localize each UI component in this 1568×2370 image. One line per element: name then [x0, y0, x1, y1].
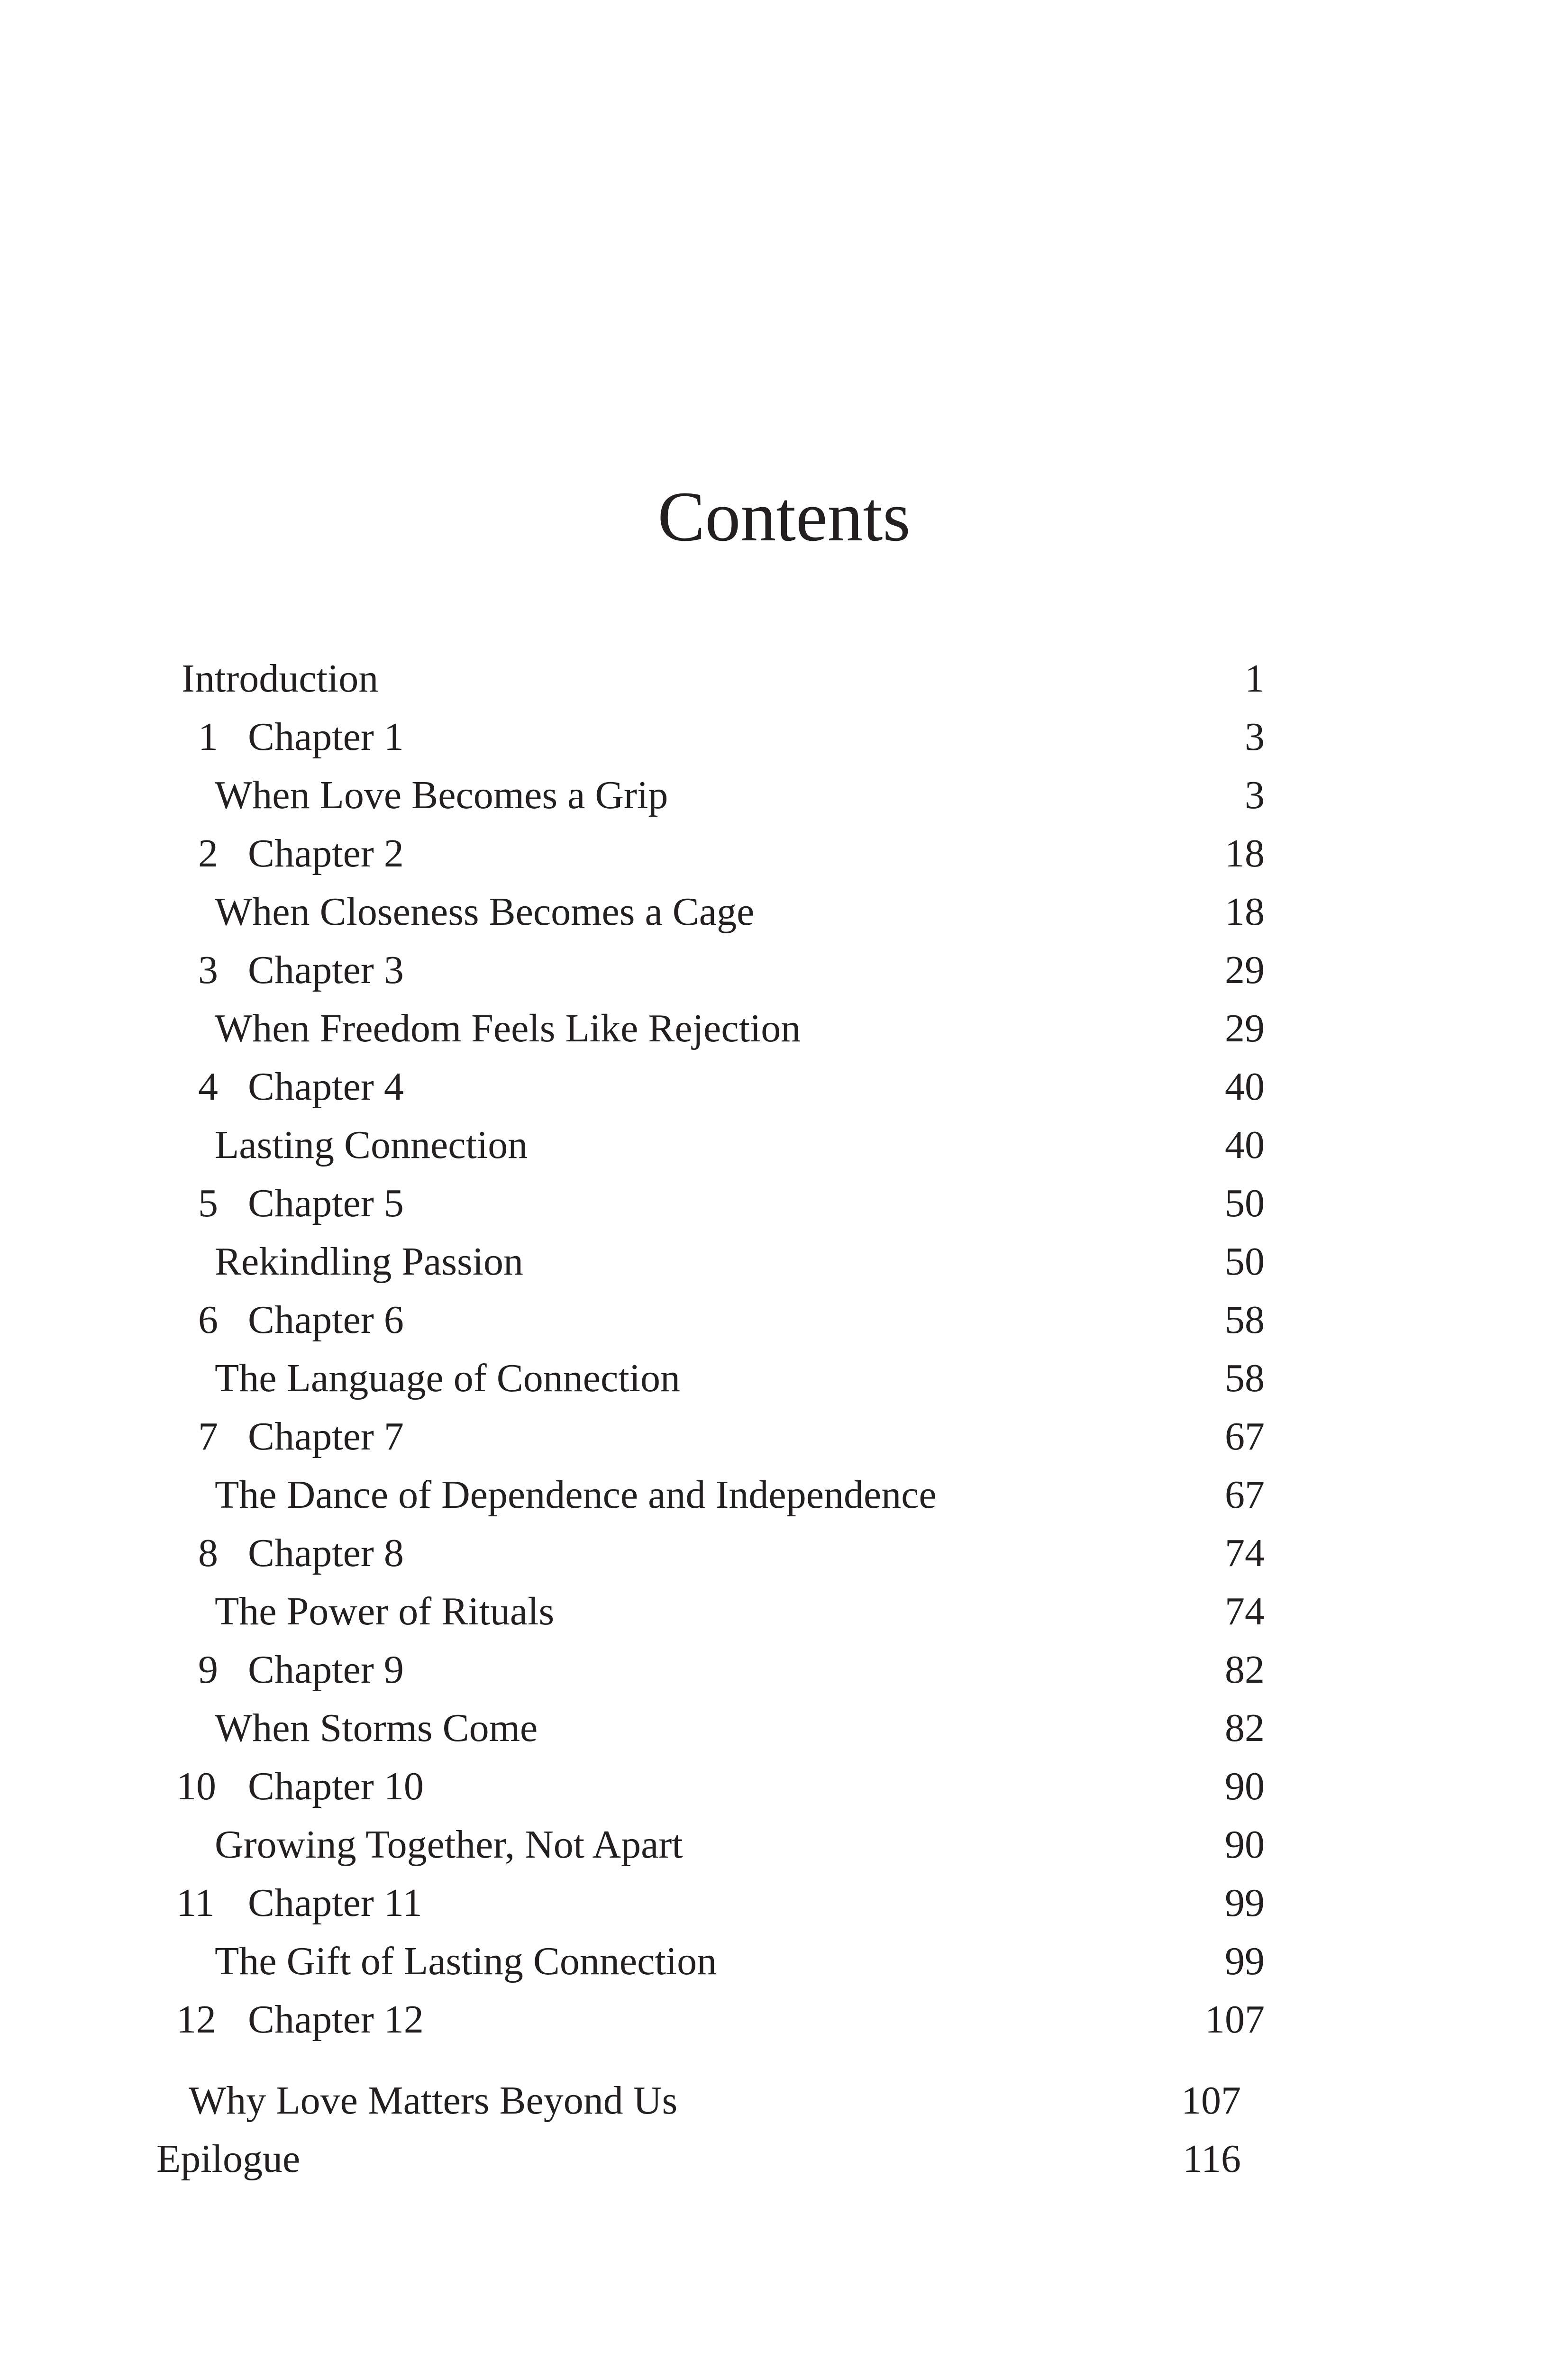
- toc-entry-page: 1: [1245, 656, 1265, 701]
- toc-entry-label: Chapter 10: [248, 1764, 424, 1808]
- toc-entry-chapter-9-title[interactable]: [0, 1699, 1568, 1758]
- toc-entry-number: 2: [198, 831, 218, 875]
- toc-entry-label: Chapter 5: [248, 1181, 404, 1225]
- toc-entry-label: The Power of Rituals: [215, 1589, 555, 1633]
- toc-entry-number: 8: [198, 1531, 218, 1575]
- toc-entry-page: 99: [1225, 1881, 1265, 1925]
- toc-entry-label: Chapter 1: [248, 715, 404, 759]
- toc-entry-label: Chapter 4: [248, 1065, 404, 1109]
- toc-entry-chapter-9[interactable]: [0, 1641, 1568, 1699]
- toc-entry-chapter-7-title[interactable]: [0, 1466, 1568, 1524]
- table-of-contents: [0, 649, 1568, 2261]
- toc-entry-introduction[interactable]: [0, 649, 1568, 708]
- toc-entry-chapter-11[interactable]: [0, 1874, 1568, 1932]
- toc-entry-page: 3: [1245, 715, 1265, 759]
- toc-entry-page: 50: [1225, 1181, 1265, 1225]
- toc-entry-number: 3: [198, 948, 218, 992]
- toc-entry-label: Lasting Connection: [215, 1123, 528, 1167]
- toc-entry-number: 12: [176, 1997, 216, 2042]
- toc-entry-chapter-6-title[interactable]: [0, 1349, 1568, 1408]
- toc-entry-page: 3: [1245, 773, 1265, 817]
- toc-entry-epilogue[interactable]: [0, 2130, 1568, 2188]
- toc-entry-chapter-2[interactable]: [0, 824, 1568, 883]
- toc-entry-chapter-8-title[interactable]: [0, 1582, 1568, 1641]
- toc-entry-page: 40: [1225, 1065, 1265, 1109]
- toc-entry-chapter-1[interactable]: [0, 708, 1568, 766]
- toc-entry-label: Chapter 7: [248, 1414, 404, 1458]
- toc-entry-label: Introduction: [182, 656, 379, 701]
- toc-entry-number: 11: [176, 1881, 215, 1925]
- toc-entry-number: 5: [198, 1181, 218, 1225]
- toc-entry-page: 58: [1225, 1298, 1265, 1342]
- toc-entry-chapter-12[interactable]: [0, 1990, 1568, 2049]
- toc-entry-chapter-4[interactable]: [0, 1057, 1568, 1116]
- toc-entry-label: The Language of Connection: [215, 1356, 680, 1400]
- toc-entry-page: 18: [1225, 831, 1265, 875]
- toc-entry-label: The Gift of Lasting Connection: [215, 1939, 717, 1983]
- toc-entry-page: 67: [1225, 1414, 1265, 1458]
- toc-entry-chapter-4-title[interactable]: [0, 1116, 1568, 1175]
- toc-entry-chapter-2-title[interactable]: [0, 883, 1568, 941]
- toc-entry-label: Chapter 9: [248, 1648, 404, 1692]
- toc-entry-page: 82: [1225, 1706, 1265, 1750]
- toc-entry-chapter-11-title[interactable]: [0, 1932, 1568, 1991]
- toc-entry-page: 116: [1183, 2137, 1241, 2181]
- toc-entry-label: Chapter 3: [248, 948, 404, 992]
- toc-entry-chapter-3-title[interactable]: [0, 999, 1568, 1058]
- toc-entry-label: Chapter 8: [248, 1531, 404, 1575]
- toc-entry-page: 58: [1225, 1356, 1265, 1400]
- toc-entry-page: 40: [1225, 1123, 1265, 1167]
- page-title: Contents: [657, 477, 911, 556]
- toc-entry-number: 1: [198, 715, 218, 759]
- toc-entry-chapter-7[interactable]: [0, 1407, 1568, 1466]
- toc-entry-chapter-1-title[interactable]: [0, 766, 1568, 825]
- toc-entry-page: 90: [1225, 1764, 1265, 1808]
- toc-entry-label: Growing Together, Not Apart: [215, 1823, 683, 1867]
- toc-entry-number: 6: [198, 1298, 218, 1342]
- toc-entry-page: 50: [1225, 1240, 1265, 1284]
- toc-entry-label: Why Love Matters Beyond Us: [189, 2078, 678, 2123]
- toc-entry-page: 90: [1225, 1823, 1265, 1867]
- toc-entry-page: 107: [1205, 1997, 1265, 2042]
- toc-entry-page: 29: [1225, 1006, 1265, 1050]
- toc-entry-page: 18: [1225, 890, 1265, 934]
- toc-entry-label: When Closeness Becomes a Cage: [215, 890, 755, 934]
- toc-entry-chapter-12-title[interactable]: [0, 2071, 1568, 2130]
- toc-entry-label: When Storms Come: [215, 1706, 538, 1750]
- toc-entry-page: 107: [1181, 2078, 1241, 2123]
- toc-entry-chapter-10-title[interactable]: [0, 1815, 1568, 1874]
- toc-entry-number: 9: [198, 1648, 218, 1692]
- toc-entry-page: 67: [1225, 1473, 1265, 1517]
- toc-entry-chapter-10[interactable]: [0, 1757, 1568, 1816]
- toc-entry-page: 74: [1225, 1589, 1265, 1633]
- toc-entry-number: 4: [198, 1065, 218, 1109]
- toc-entry-chapter-5[interactable]: [0, 1174, 1568, 1233]
- toc-entry-label: Chapter 11: [248, 1881, 422, 1925]
- toc-entry-page: 29: [1225, 948, 1265, 992]
- toc-entry-number: 10: [176, 1764, 216, 1808]
- toc-entry-label: Epilogue: [156, 2137, 301, 2181]
- toc-entry-chapter-8[interactable]: [0, 1524, 1568, 1583]
- toc-entry-label: Chapter 6: [248, 1298, 404, 1342]
- toc-entry-label: Chapter 2: [248, 831, 404, 875]
- toc-entry-chapter-3[interactable]: [0, 941, 1568, 1000]
- toc-entry-page: 82: [1225, 1648, 1265, 1692]
- toc-entry-label: Chapter 12: [248, 1997, 424, 2042]
- toc-entry-page: 74: [1225, 1531, 1265, 1575]
- toc-entry-number: 7: [198, 1414, 218, 1458]
- toc-entry-label: The Dance of Dependence and Independence: [215, 1473, 937, 1517]
- toc-entry-chapter-6[interactable]: [0, 1291, 1568, 1349]
- toc-entry-label: When Freedom Feels Like Rejection: [215, 1006, 801, 1050]
- toc-entry-label: When Love Becomes a Grip: [215, 773, 668, 817]
- toc-entry-label: Rekindling Passion: [215, 1240, 524, 1284]
- toc-entry-page: 99: [1225, 1939, 1265, 1983]
- toc-entry-chapter-5-title[interactable]: [0, 1232, 1568, 1291]
